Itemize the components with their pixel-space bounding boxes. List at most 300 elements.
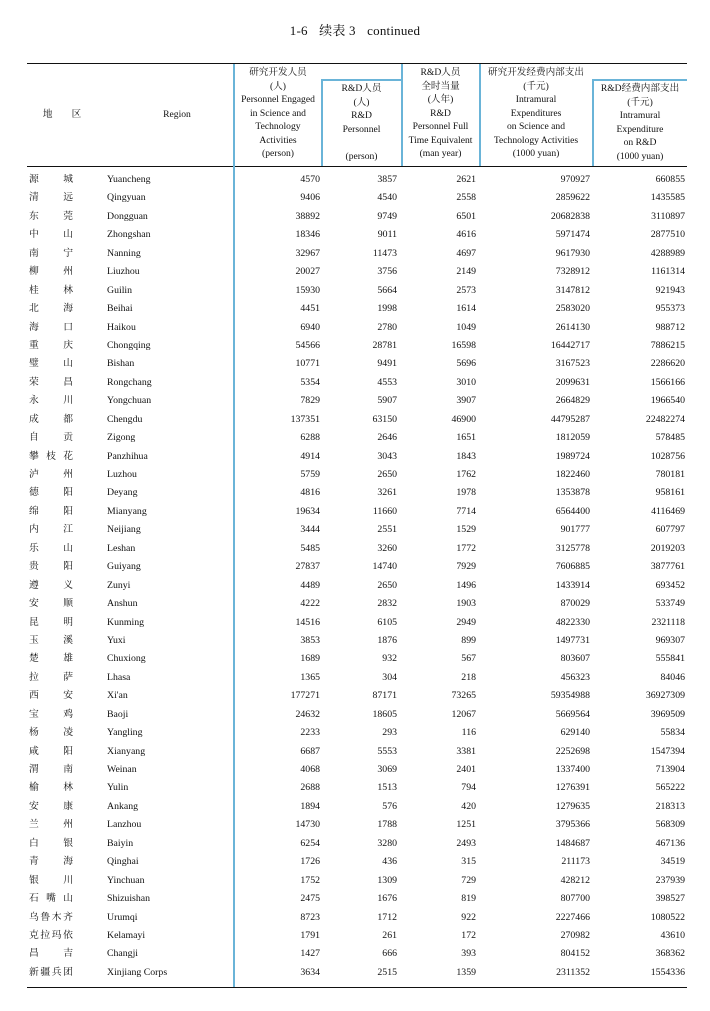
region-name-en: Zunyi xyxy=(107,579,131,591)
cell-value: 969307 xyxy=(655,634,685,646)
cell-value: 1513 xyxy=(377,782,397,794)
cell-value: 9617930 xyxy=(555,247,590,259)
table-row xyxy=(27,816,687,834)
table-row xyxy=(27,927,687,945)
cell-value: 794 xyxy=(461,782,476,794)
cell-value: 36927309 xyxy=(645,690,685,702)
cell-value: 12067 xyxy=(451,708,476,720)
region-name-cn: 北 海 xyxy=(29,303,73,315)
cell-value: 55834 xyxy=(660,727,685,739)
region-name-en: Chengdu xyxy=(107,413,143,425)
cell-value: 5485 xyxy=(300,542,320,554)
cell-value: 3381 xyxy=(456,745,476,757)
cell-value: 3110897 xyxy=(651,210,685,222)
cell-value: 565222 xyxy=(655,782,685,794)
cell-value: 4451 xyxy=(300,303,320,315)
cell-value: 6687 xyxy=(300,745,320,757)
cell-value: 2664829 xyxy=(555,395,590,407)
cell-value: 7714 xyxy=(456,505,476,517)
region-name-en: Lhasa xyxy=(107,671,131,683)
page-title xyxy=(0,20,710,39)
cell-value: 1566166 xyxy=(650,376,685,388)
cell-value: 27837 xyxy=(295,561,320,573)
region-name-en: Qingyuan xyxy=(107,192,146,204)
cell-value: 6564400 xyxy=(555,505,590,517)
cell-value: 18346 xyxy=(295,229,320,241)
region-name-en: Weinan xyxy=(107,764,137,775)
region-name-cn: 德 阳 xyxy=(29,487,73,499)
cell-value: 218 xyxy=(461,671,476,683)
table-row xyxy=(27,466,687,484)
region-name-cn: 东 莞 xyxy=(29,210,73,222)
cell-value: 14730 xyxy=(295,819,320,831)
header-underline xyxy=(592,79,687,81)
cell-value: 293 xyxy=(382,727,397,739)
cell-value: 1049 xyxy=(456,321,476,333)
region-name-cn: 拉 萨 xyxy=(29,671,73,683)
cell-value: 2650 xyxy=(377,579,397,591)
cell-value: 5664 xyxy=(377,284,397,296)
table-row xyxy=(27,650,687,668)
region-name-cn: 璧 山 xyxy=(29,358,73,370)
cell-value: 1843 xyxy=(456,450,476,462)
table-row xyxy=(27,669,687,687)
cell-value: 568309 xyxy=(655,819,685,831)
cell-value: 456323 xyxy=(560,671,590,683)
table-row xyxy=(27,872,687,890)
table-row xyxy=(27,779,687,797)
table-row xyxy=(27,189,687,207)
cell-value: 2149 xyxy=(456,266,476,278)
cell-value: 2493 xyxy=(456,837,476,849)
cell-value: 368362 xyxy=(655,948,685,960)
cell-value: 237939 xyxy=(655,874,685,886)
cell-value: 4822330 xyxy=(555,616,590,628)
region-name-en: Anshun xyxy=(107,598,138,610)
region-name-cn: 白 银 xyxy=(29,837,73,849)
table-row xyxy=(27,909,687,927)
region-name-en: Rongchang xyxy=(107,376,152,388)
region-name-en: Yulin xyxy=(107,782,129,794)
cell-value: 270982 xyxy=(560,929,590,941)
cell-value: 84046 xyxy=(660,671,685,683)
cell-value: 137351 xyxy=(290,413,320,425)
table-row xyxy=(27,208,687,226)
cell-value: 16598 xyxy=(451,339,476,351)
cell-value: 1433914 xyxy=(555,579,590,591)
table-row xyxy=(27,319,687,337)
cell-value: 3010 xyxy=(456,376,476,388)
col5-header: R&D经费内部支出 (千元) Intramural Expenditure on R&D (1000 yuan) xyxy=(600,83,680,162)
cell-value: 1251 xyxy=(456,819,476,831)
region-name-en: Urumqi xyxy=(107,911,138,923)
region-name-en: Guiyang xyxy=(107,561,141,573)
cell-value: 1279635 xyxy=(555,800,590,812)
cell-value: 22482274 xyxy=(645,413,685,425)
cell-value: 5971474 xyxy=(555,229,590,241)
region-name-cn: 泸 州 xyxy=(29,469,73,480)
region-name-en: Shizuishan xyxy=(107,893,150,905)
cell-value: 4816 xyxy=(300,487,320,499)
cell-value: 315 xyxy=(461,856,476,868)
region-name-cn: 安 康 xyxy=(29,800,73,812)
region-name-en: Chongqing xyxy=(107,339,151,351)
cell-value: 729 xyxy=(461,874,476,886)
region-name-cn: 银 川 xyxy=(29,874,73,886)
region-name-cn: 兰 州 xyxy=(29,819,73,831)
cell-value: 304 xyxy=(382,671,397,683)
cell-value: 1894 xyxy=(300,800,320,812)
region-name-cn: 克 拉 玛 依 xyxy=(29,929,73,941)
cell-value: 970927 xyxy=(560,174,590,185)
region-name-en: Baiyin xyxy=(107,837,134,849)
region-name-en: Yuancheng xyxy=(107,174,151,185)
cell-value: 211173 xyxy=(561,856,590,868)
cell-value: 1484687 xyxy=(555,837,590,849)
region-name-cn: 乌 鲁 木 齐 xyxy=(29,911,73,923)
cell-value: 1689 xyxy=(300,653,320,665)
region-name-en: Deyang xyxy=(107,487,138,499)
table-subtitle-en: continued xyxy=(367,23,421,38)
region-name-en: Luzhou xyxy=(107,469,137,480)
cell-value: 9491 xyxy=(377,358,397,370)
cell-value: 3125778 xyxy=(555,542,590,554)
cell-value: 2401 xyxy=(456,764,476,775)
cell-value: 3261 xyxy=(377,487,397,499)
region-name-cn: 楚 雄 xyxy=(29,653,73,665)
cell-value: 1712 xyxy=(377,911,397,923)
cell-value: 1547394 xyxy=(650,745,685,757)
cell-value: 218313 xyxy=(655,800,685,812)
region-name-cn: 昌 吉 xyxy=(29,948,73,960)
cell-value: 1554336 xyxy=(650,966,685,978)
table-header xyxy=(27,63,687,167)
cell-value: 9749 xyxy=(377,210,397,222)
cell-value: 629140 xyxy=(560,727,590,739)
cell-value: 6288 xyxy=(300,432,320,444)
region-name-cn: 桂 林 xyxy=(29,284,73,296)
cell-value: 6254 xyxy=(300,837,320,849)
cell-value: 2252698 xyxy=(555,745,590,757)
cell-value: 6501 xyxy=(456,210,476,222)
region-name-cn: 中 山 xyxy=(29,229,73,241)
cell-value: 2583020 xyxy=(555,303,590,315)
cell-value: 11660 xyxy=(372,505,397,517)
table-row xyxy=(27,355,687,373)
cell-value: 2551 xyxy=(377,524,397,536)
region-name-en: Neijiang xyxy=(107,524,141,536)
region-name-cn: 乐 山 xyxy=(29,542,73,554)
cell-value: 32967 xyxy=(295,247,320,259)
cell-value: 660855 xyxy=(655,174,685,185)
cell-value: 20682838 xyxy=(550,210,590,222)
cell-value: 807700 xyxy=(560,893,590,905)
cell-value: 43610 xyxy=(660,929,685,941)
region-name-en: Yangling xyxy=(107,727,143,739)
cell-value: 38892 xyxy=(295,210,320,222)
cell-value: 693452 xyxy=(655,579,685,591)
cell-value: 34519 xyxy=(660,856,685,868)
table-row xyxy=(27,964,687,982)
region-name-cn: 成 都 xyxy=(29,413,73,425)
cell-value: 467136 xyxy=(655,837,685,849)
region-name-cn: 渭 南 xyxy=(29,764,73,775)
cell-value: 4914 xyxy=(300,450,320,462)
cell-value: 261 xyxy=(382,929,397,941)
cell-value: 1337400 xyxy=(555,764,590,775)
cell-value: 4553 xyxy=(377,376,397,388)
cell-value: 24632 xyxy=(295,708,320,720)
cell-value: 54566 xyxy=(295,339,320,351)
region-name-cn: 青 海 xyxy=(29,856,73,868)
cell-value: 576 xyxy=(382,800,397,812)
region-name-en: Ankang xyxy=(107,800,139,812)
region-name-cn: 绵 阳 xyxy=(29,505,73,517)
region-name-cn: 榆 林 xyxy=(29,782,73,794)
region-name-cn: 海 口 xyxy=(29,321,73,333)
cell-value: 2621 xyxy=(456,174,476,185)
table-row xyxy=(27,226,687,244)
cell-value: 713904 xyxy=(655,764,685,775)
cell-value: 3260 xyxy=(377,542,397,554)
region-name-en: Beihai xyxy=(107,303,133,315)
cell-value: 8723 xyxy=(300,911,320,923)
cell-value: 5759 xyxy=(300,469,320,480)
cell-value: 2099631 xyxy=(555,376,590,388)
cell-value: 4222 xyxy=(300,598,320,610)
col1-header: 研究开发人员 (人) Personnel Engaged in Science and Technology Activities (person) xyxy=(241,67,315,159)
table-row xyxy=(27,282,687,300)
cell-value: 1276391 xyxy=(555,782,590,794)
region-name-cn: 宝 鸡 xyxy=(29,708,73,720)
table-row xyxy=(27,337,687,355)
region-name-cn: 源 城 xyxy=(29,174,73,185)
region-name-en: Kunming xyxy=(107,616,145,628)
region-name-en: Yinchuan xyxy=(107,874,145,886)
region-name-en: Bishan xyxy=(107,358,135,370)
cell-value: 2949 xyxy=(456,616,476,628)
region-name-cn: 玉 溪 xyxy=(29,634,73,646)
region-name-cn: 攀 枝 花 xyxy=(29,450,73,462)
cell-value: 1080522 xyxy=(650,911,685,923)
cell-value: 2832 xyxy=(377,598,397,610)
cell-value: 3444 xyxy=(300,524,320,536)
cell-value: 28781 xyxy=(372,339,397,351)
cell-value: 2650 xyxy=(377,469,397,480)
table-row xyxy=(27,448,687,466)
cell-value: 10771 xyxy=(295,358,320,370)
cell-value: 2780 xyxy=(377,321,397,333)
cell-value: 4116469 xyxy=(651,505,685,517)
cell-value: 1676 xyxy=(377,893,397,905)
region-name-en: Yongchuan xyxy=(107,395,152,407)
region-name-en: Leshan xyxy=(107,542,136,554)
cell-value: 1788 xyxy=(377,819,397,831)
cell-value: 428212 xyxy=(560,874,590,886)
table-row xyxy=(27,761,687,779)
cell-value: 2646 xyxy=(377,432,397,444)
cell-value: 11473 xyxy=(372,247,397,259)
cell-value: 1978 xyxy=(456,487,476,499)
table-row xyxy=(27,614,687,632)
col2-header: R&D人员 (人) R&D Personnel (person) xyxy=(341,83,382,162)
table-row xyxy=(27,687,687,705)
table-row xyxy=(27,577,687,595)
cell-value: 870029 xyxy=(560,598,590,610)
table-row xyxy=(27,374,687,392)
cell-value: 3167523 xyxy=(555,358,590,370)
cell-value: 3756 xyxy=(377,266,397,278)
cell-value: 7829 xyxy=(300,395,320,407)
cell-value: 63150 xyxy=(372,413,397,425)
cell-value: 3857 xyxy=(377,174,397,185)
cell-value: 9406 xyxy=(300,192,320,204)
region-name-en: Nanning xyxy=(107,247,141,259)
cell-value: 1496 xyxy=(456,579,476,591)
cell-value: 7929 xyxy=(456,561,476,573)
cell-value: 4540 xyxy=(377,192,397,204)
cell-value: 19634 xyxy=(295,505,320,517)
cell-value: 1309 xyxy=(377,874,397,886)
cell-value: 5907 xyxy=(377,395,397,407)
cell-value: 44795287 xyxy=(550,413,590,425)
cell-value: 1435585 xyxy=(650,192,685,204)
table-row xyxy=(27,484,687,502)
table-body xyxy=(27,171,687,982)
region-header-cn: 地 区 xyxy=(42,109,82,120)
cell-value: 3969509 xyxy=(650,708,685,720)
cell-value: 922 xyxy=(461,911,476,923)
table-row xyxy=(27,392,687,410)
region-name-en: Guilin xyxy=(107,284,133,296)
table-row xyxy=(27,835,687,853)
cell-value: 2515 xyxy=(377,966,397,978)
table-row xyxy=(27,945,687,963)
cell-value: 7886215 xyxy=(650,339,685,351)
cell-value: 1876 xyxy=(377,634,397,646)
cell-value: 533749 xyxy=(655,598,685,610)
region-name-cn: 自 贡 xyxy=(29,432,73,444)
cell-value: 780181 xyxy=(655,469,685,480)
table-row xyxy=(27,540,687,558)
region-name-en: Mianyang xyxy=(107,505,147,517)
cell-value: 1529 xyxy=(456,524,476,536)
cell-value: 2475 xyxy=(300,893,320,905)
header-underline xyxy=(321,79,401,81)
region-name-cn: 昆 明 xyxy=(29,616,73,628)
region-name-cn: 贵 阳 xyxy=(29,561,73,573)
region-name-en: Qinghai xyxy=(107,856,139,868)
cell-value: 2019203 xyxy=(650,542,685,554)
cell-value: 87171 xyxy=(372,690,397,702)
cell-value: 2877510 xyxy=(650,229,685,241)
cell-value: 436 xyxy=(382,856,397,868)
cell-value: 3853 xyxy=(300,634,320,646)
table-row xyxy=(27,853,687,871)
table-row xyxy=(27,245,687,263)
cell-value: 1365 xyxy=(300,671,320,683)
region-name-cn: 杨 凌 xyxy=(29,727,73,739)
cell-value: 1998 xyxy=(377,303,397,315)
region-name-cn: 咸 阳 xyxy=(29,745,73,757)
cell-value: 804152 xyxy=(560,948,590,960)
cell-value: 1427 xyxy=(300,948,320,960)
cell-value: 7328912 xyxy=(555,266,590,278)
cell-value: 2614130 xyxy=(555,321,590,333)
cell-value: 6940 xyxy=(300,321,320,333)
cell-value: 3907 xyxy=(456,395,476,407)
cell-value: 5669564 xyxy=(555,708,590,720)
cell-value: 172 xyxy=(461,929,476,941)
cell-value: 1651 xyxy=(456,432,476,444)
region-name-cn: 安 顺 xyxy=(29,598,73,610)
region-header-en: Region xyxy=(163,109,191,120)
cell-value: 819 xyxy=(461,893,476,905)
cell-value: 393 xyxy=(461,948,476,960)
cell-value: 958161 xyxy=(655,487,685,499)
cell-value: 20027 xyxy=(295,266,320,278)
cell-value: 666 xyxy=(382,948,397,960)
region-name-cn: 南 宁 xyxy=(29,247,73,259)
cell-value: 932 xyxy=(382,653,397,665)
cell-value: 1359 xyxy=(456,966,476,978)
cell-value: 2859622 xyxy=(555,192,590,204)
cell-value: 2286620 xyxy=(650,358,685,370)
cell-value: 5354 xyxy=(300,376,320,388)
cell-value: 1497731 xyxy=(555,634,590,646)
table-bottom-rule xyxy=(27,987,687,988)
cell-value: 899 xyxy=(461,634,476,646)
table-row xyxy=(27,632,687,650)
cell-value: 59354988 xyxy=(550,690,590,702)
region-name-cn: 内 江 xyxy=(29,524,73,536)
region-name-en: Baoji xyxy=(107,708,129,720)
cell-value: 5553 xyxy=(377,745,397,757)
table-row xyxy=(27,890,687,908)
table-row xyxy=(27,521,687,539)
region-name-en: Haikou xyxy=(107,321,136,333)
table-row xyxy=(27,300,687,318)
cell-value: 3877761 xyxy=(650,561,685,573)
cell-value: 2558 xyxy=(456,192,476,204)
cell-value: 2311352 xyxy=(556,966,590,978)
cell-value: 15930 xyxy=(295,284,320,296)
cell-value: 567 xyxy=(461,653,476,665)
cell-value: 4489 xyxy=(300,579,320,591)
cell-value: 4288989 xyxy=(650,247,685,259)
cell-value: 3147812 xyxy=(555,284,590,296)
cell-value: 177271 xyxy=(290,690,320,702)
region-name-cn: 柳 州 xyxy=(29,266,73,278)
region-name-cn: 重 庆 xyxy=(29,339,73,351)
region-name-cn: 遵 义 xyxy=(29,579,73,591)
cell-value: 2233 xyxy=(300,727,320,739)
table-row xyxy=(27,503,687,521)
region-name-cn: 荣 昌 xyxy=(29,376,73,388)
cell-value: 1762 xyxy=(456,469,476,480)
table-row xyxy=(27,429,687,447)
cell-value: 3795366 xyxy=(555,819,590,831)
cell-value: 2227466 xyxy=(555,911,590,923)
region-name-en: Changji xyxy=(107,948,139,960)
cell-value: 4068 xyxy=(300,764,320,775)
cell-value: 1028756 xyxy=(650,450,685,462)
cell-value: 1812059 xyxy=(555,432,590,444)
cell-value: 1903 xyxy=(456,598,476,610)
cell-value: 578485 xyxy=(655,432,685,444)
cell-value: 1614 xyxy=(456,303,476,315)
region-name-en: Chuxiong xyxy=(107,653,146,665)
